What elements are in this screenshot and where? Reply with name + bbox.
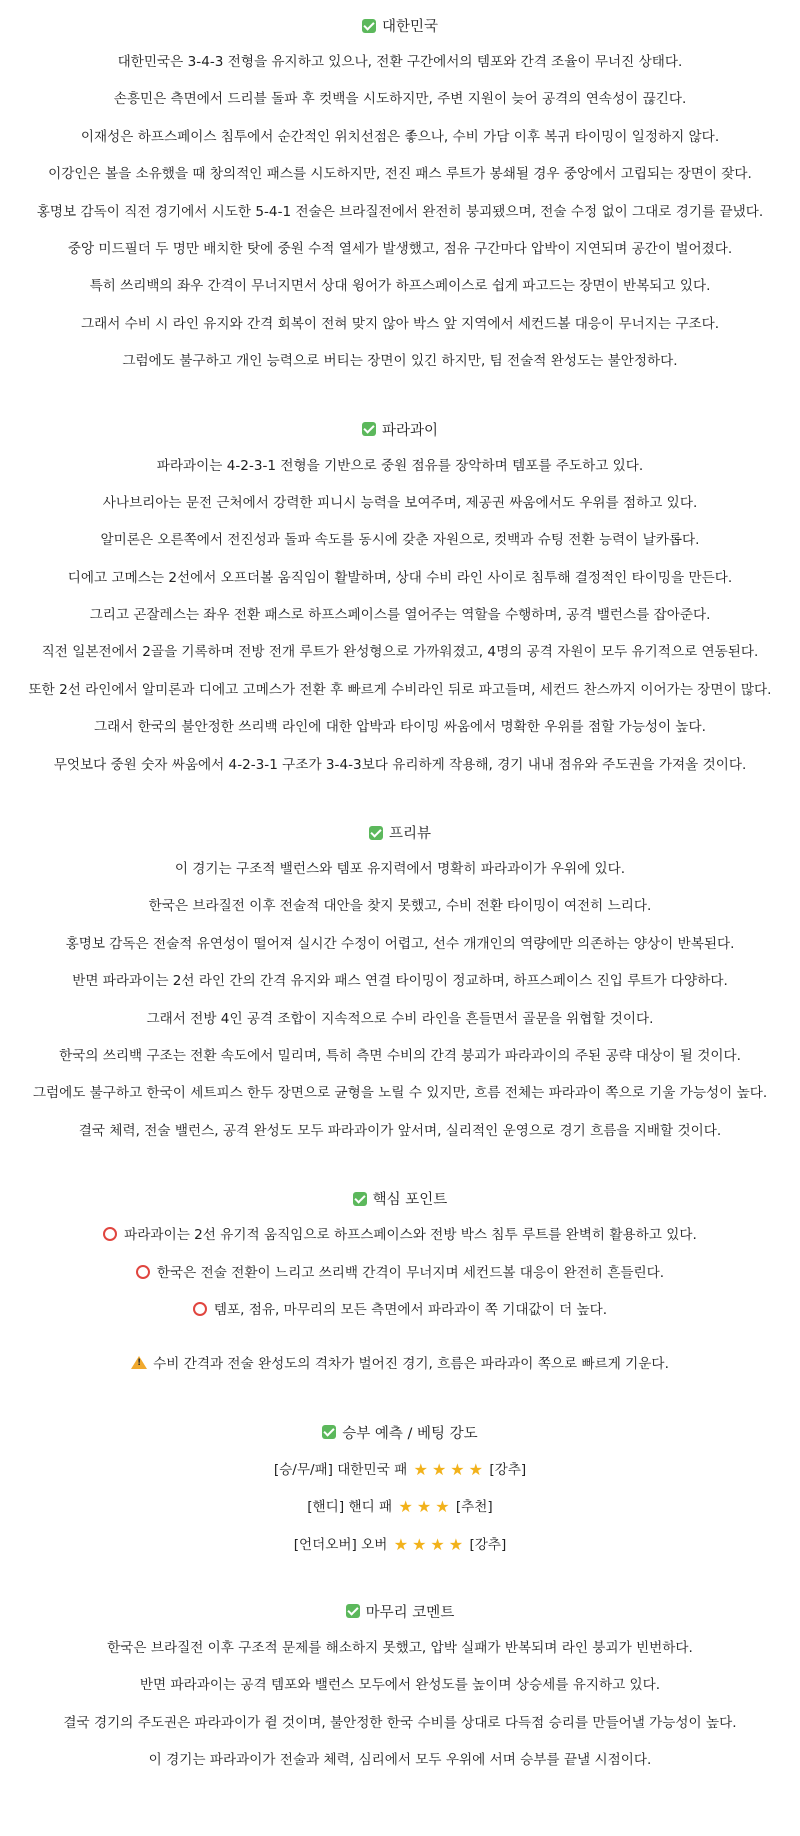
key-point-text: 한국은 전술 전환이 느리고 쓰리백 간격이 무너지며 세컨드볼 대응이 완전히 흔들린다. [156, 1264, 665, 1281]
paragraph: 그래서 한국의 불안정한 쓰리백 라인에 대한 압박과 타이밍 싸움에서 명확한 우위를 점할 가능성이 높다. [93, 719, 707, 736]
section-title-korea [0, 14, 800, 37]
paragraph: 이재성은 하프스페이스 침투에서 순간적인 위치선점은 좋으나, 수비 가담 이후 복귀 타이밍이 일정하지 않다. [80, 128, 720, 145]
section-title-paraguay [0, 418, 800, 441]
check-icon [369, 826, 383, 840]
star-icon: ★ [413, 1459, 428, 1479]
section-title-text: 대한민국 [381, 19, 439, 35]
star-icon: ★ [416, 1497, 432, 1517]
warning-line [0, 1353, 800, 1376]
section-title-text: 핵심 포인트 [372, 1192, 448, 1209]
paragraph: 알미론은 오른쪽에서 전진성과 돌파 속도를 동시에 갖춘 자원으로, 컷백과 슈팅 전환 능력이 날카롭다. [100, 532, 700, 549]
prediction-strength: [추천] [455, 1499, 493, 1516]
star-icon: ★ [448, 1534, 464, 1554]
red-circle-icon [193, 1302, 207, 1316]
paragraph: 직전 일본전에서 2골을 기록하며 전방 전개 루트가 완성형으로 가까워졌고, 4명의 공격 자원이 모두 유기적으로 연동된다. [41, 644, 759, 661]
paragraph: 대한민국은 3-4-3 전형을 유지하고 있으나, 전환 구간에서의 템포와 간격 조율이 무너진 상태다. [117, 54, 683, 70]
section-key-points [0, 1187, 800, 1376]
section-korea [0, 14, 800, 373]
paragraph: 이강인은 볼을 소유했을 때 창의적인 패스를 시도하지만, 전진 패스 루트가 봉쇄될 경우 중앙에서 고립되는 장면이 잦다. [48, 166, 752, 183]
section-title-closing [0, 1600, 800, 1623]
star-icon: ★ [412, 1534, 427, 1554]
prediction-row [0, 1533, 800, 1556]
red-circle-icon [103, 1227, 117, 1241]
paragraph: 이 경기는 파라과이가 전술과 체력, 심리에서 모두 우위에 서며 승부를 끝낼 시점이다. [148, 1752, 652, 1769]
prediction-strength: [강추] [489, 1461, 527, 1478]
paragraph: 그럼에도 불구하고 한국이 세트피스 한두 장면으로 균형을 노릴 수 있지만, 흐름 전체는 파라과이 쪽으로 기울 가능성이 높다. [32, 1085, 768, 1102]
section-closing [0, 1600, 800, 1772]
prediction-label: [핸디] 핸디 패 [307, 1499, 393, 1516]
prediction-label: [언더오버] 오버 [293, 1536, 388, 1553]
section-paraguay [0, 418, 800, 777]
paragraph: 이 경기는 구조적 밸런스와 템포 유지력에서 명확히 파라과이가 우위에 있다. [174, 861, 626, 878]
spacer [0, 1336, 800, 1353]
check-icon [362, 422, 376, 436]
key-point-text: 템포, 점유, 마무리의 모든 측면에서 파라과이 쪽 기대값이 더 높다. [213, 1301, 608, 1318]
paragraph: 한국은 브라질전 이후 구조적 문제를 해소하지 못했고, 압박 실패가 반복되며 라인 붕괴가 빈번하다. [107, 1639, 693, 1656]
section-preview [0, 821, 800, 1143]
spacer [0, 388, 800, 418]
section-title-text: 프리뷰 [388, 826, 432, 843]
paragraph: 홍명보 감독은 전술적 유연성이 떨어져 실시간 수정이 어렵고, 선수 개개인의 역량에만 의존하는 양상이 반복된다. [65, 935, 735, 952]
warning-icon [131, 1356, 147, 1369]
red-circle-icon [136, 1265, 150, 1279]
section-title-prediction [0, 1421, 800, 1444]
paragraph: 디에고 고메스는 2선에서 오프더볼 움직임이 활발하며, 상대 수비 라인 사이로 침투해 결정적인 타이밍을 만든다. [67, 569, 733, 586]
section-title-text: 파라과이 [381, 422, 439, 439]
star-icon: ★ [431, 1459, 447, 1479]
star-icon: ★ [450, 1459, 465, 1479]
spacer [0, 1570, 800, 1600]
star-icon: ★ [435, 1497, 450, 1517]
key-point-item [0, 1262, 800, 1285]
paragraph: 결국 경기의 주도권은 파라과이가 쥘 것이며, 불안정한 한국 수비를 상대로 다득점 승리를 만들어낼 가능성이 높다. [63, 1714, 737, 1731]
section-prediction [0, 1421, 800, 1556]
paragraph: 홍명보 감독이 직전 경기에서 시도한 5-4-1 전술은 브라질전에서 완전히 붕괴됐으며, 전술 수정 없이 그대로 경기를 끝냈다. [36, 203, 764, 220]
section-title-key-points [0, 1187, 800, 1210]
paragraph: 그래서 수비 시 라인 유지와 간격 회복이 전혀 맞지 않아 박스 앞 지역에서 세컨드볼 대응이 무너지는 구조다. [80, 315, 720, 332]
key-point-item [0, 1299, 800, 1322]
check-icon [322, 1425, 336, 1439]
prediction-label: [승/무/패] 대한민국 패 [273, 1461, 408, 1478]
section-title-text: 마무리 코멘트 [365, 1604, 455, 1621]
prediction-list [0, 1458, 800, 1556]
star-icon: ★ [398, 1497, 413, 1517]
key-point-item [0, 1224, 800, 1247]
paragraph: 반면 파라과이는 공격 템포와 밸런스 모두에서 완성도를 높이며 상승세를 유지하고 있다. [139, 1677, 661, 1694]
warning-text: 수비 간격과 전술 완성도의 격차가 벌어진 경기, 흐름은 파라과이 쪽으로 빠르게 기운다. [153, 1356, 669, 1373]
prediction-strength: [강추] [469, 1536, 507, 1553]
spacer [0, 1391, 800, 1421]
spacer [0, 1157, 800, 1187]
paragraph: 한국은 브라질전 이후 전술적 대안을 찾지 못했고, 수비 전환 타이밍이 여전히 느리다. [148, 898, 652, 915]
star-icon: ★ [393, 1534, 409, 1554]
star-icon: ★ [430, 1534, 445, 1554]
star-icon: ★ [468, 1459, 483, 1479]
check-icon [353, 1192, 367, 1206]
paragraph: 사나브리아는 문전 근처에서 강력한 피니시 능력을 보여주며, 제공권 싸움에서도 우위를 점하고 있다. [102, 494, 698, 511]
section-title-text: 승부 예측 / 베팅 강도 [342, 1425, 478, 1442]
paragraph: 무엇보다 중원 숫자 싸움에서 4-2-3-1 구조가 3-4-3보다 유리하게 작용해, 경기 내내 점유와 주도권을 가져올 것이다. [53, 756, 747, 773]
paragraph: 또한 2선 라인에서 알미론과 디에고 고메스가 전환 후 빠르게 수비라인 뒤로 파고들며, 세컨드 찬스까지 이어가는 장면이 많다. [28, 681, 772, 698]
paragraph: 결국 체력, 전술 밸런스, 공격 완성도 모두 파라과이가 앞서며, 실리적인 운영으로 경기 흐름을 지배할 것이다. [78, 1122, 722, 1139]
check-icon [362, 19, 376, 33]
spacer [0, 791, 800, 821]
paragraph: 그럼에도 불구하고 개인 능력으로 버티는 장면이 있긴 하지만, 팀 전술적 완성도는 불안정하다. [122, 353, 678, 370]
paragraph: 반면 파라과이는 2선 라인 간의 간격 유지와 패스 연결 타이밍이 정교하며, 하프스페이스 진입 루트가 다양하다. [72, 973, 728, 990]
check-icon [346, 1604, 360, 1618]
paragraph: 파라과이는 4-2-3-1 전형을 기반으로 중원 점유를 장악하며 템포를 주도하고 있다. [156, 457, 644, 474]
prediction-row [0, 1458, 800, 1481]
section-title-preview [0, 821, 800, 844]
paragraph: 한국의 쓰리백 구조는 전환 속도에서 밀리며, 특히 측면 수비의 간격 붕괴가 파라과이의 주된 공략 대상이 될 것이다. [59, 1047, 741, 1064]
paragraph: 중앙 미드필더 두 명만 배치한 탓에 중원 수적 열세가 발생했고, 점유 구간마다 압박이 지연되며 공간이 벌어졌다. [67, 240, 733, 257]
paragraph: 그래서 전방 4인 공격 조합이 지속적으로 수비 라인을 흔들면서 골문을 위협할 것이다. [146, 1010, 654, 1027]
paragraph: 손흥민은 측면에서 드리블 돌파 후 컷백을 시도하지만, 주변 지원이 늦어 공격의 연속성이 끊긴다. [113, 91, 687, 108]
prediction-row [0, 1495, 800, 1518]
paragraph: 특히 쓰리백의 좌우 간격이 무너지면서 상대 윙어가 하프스페이스로 쉽게 파고드는 장면이 반복되고 있다. [89, 278, 711, 295]
paragraph: 그리고 곤잘레스는 좌우 전환 패스로 하프스페이스를 열어주는 역할을 수행하며, 공격 밸런스를 잡아준다. [89, 607, 711, 624]
key-point-text: 파라과이는 2선 유기적 움직임으로 하프스페이스와 전방 박스 침투 루트를 완벽히 활용하고 있다. [124, 1227, 697, 1244]
